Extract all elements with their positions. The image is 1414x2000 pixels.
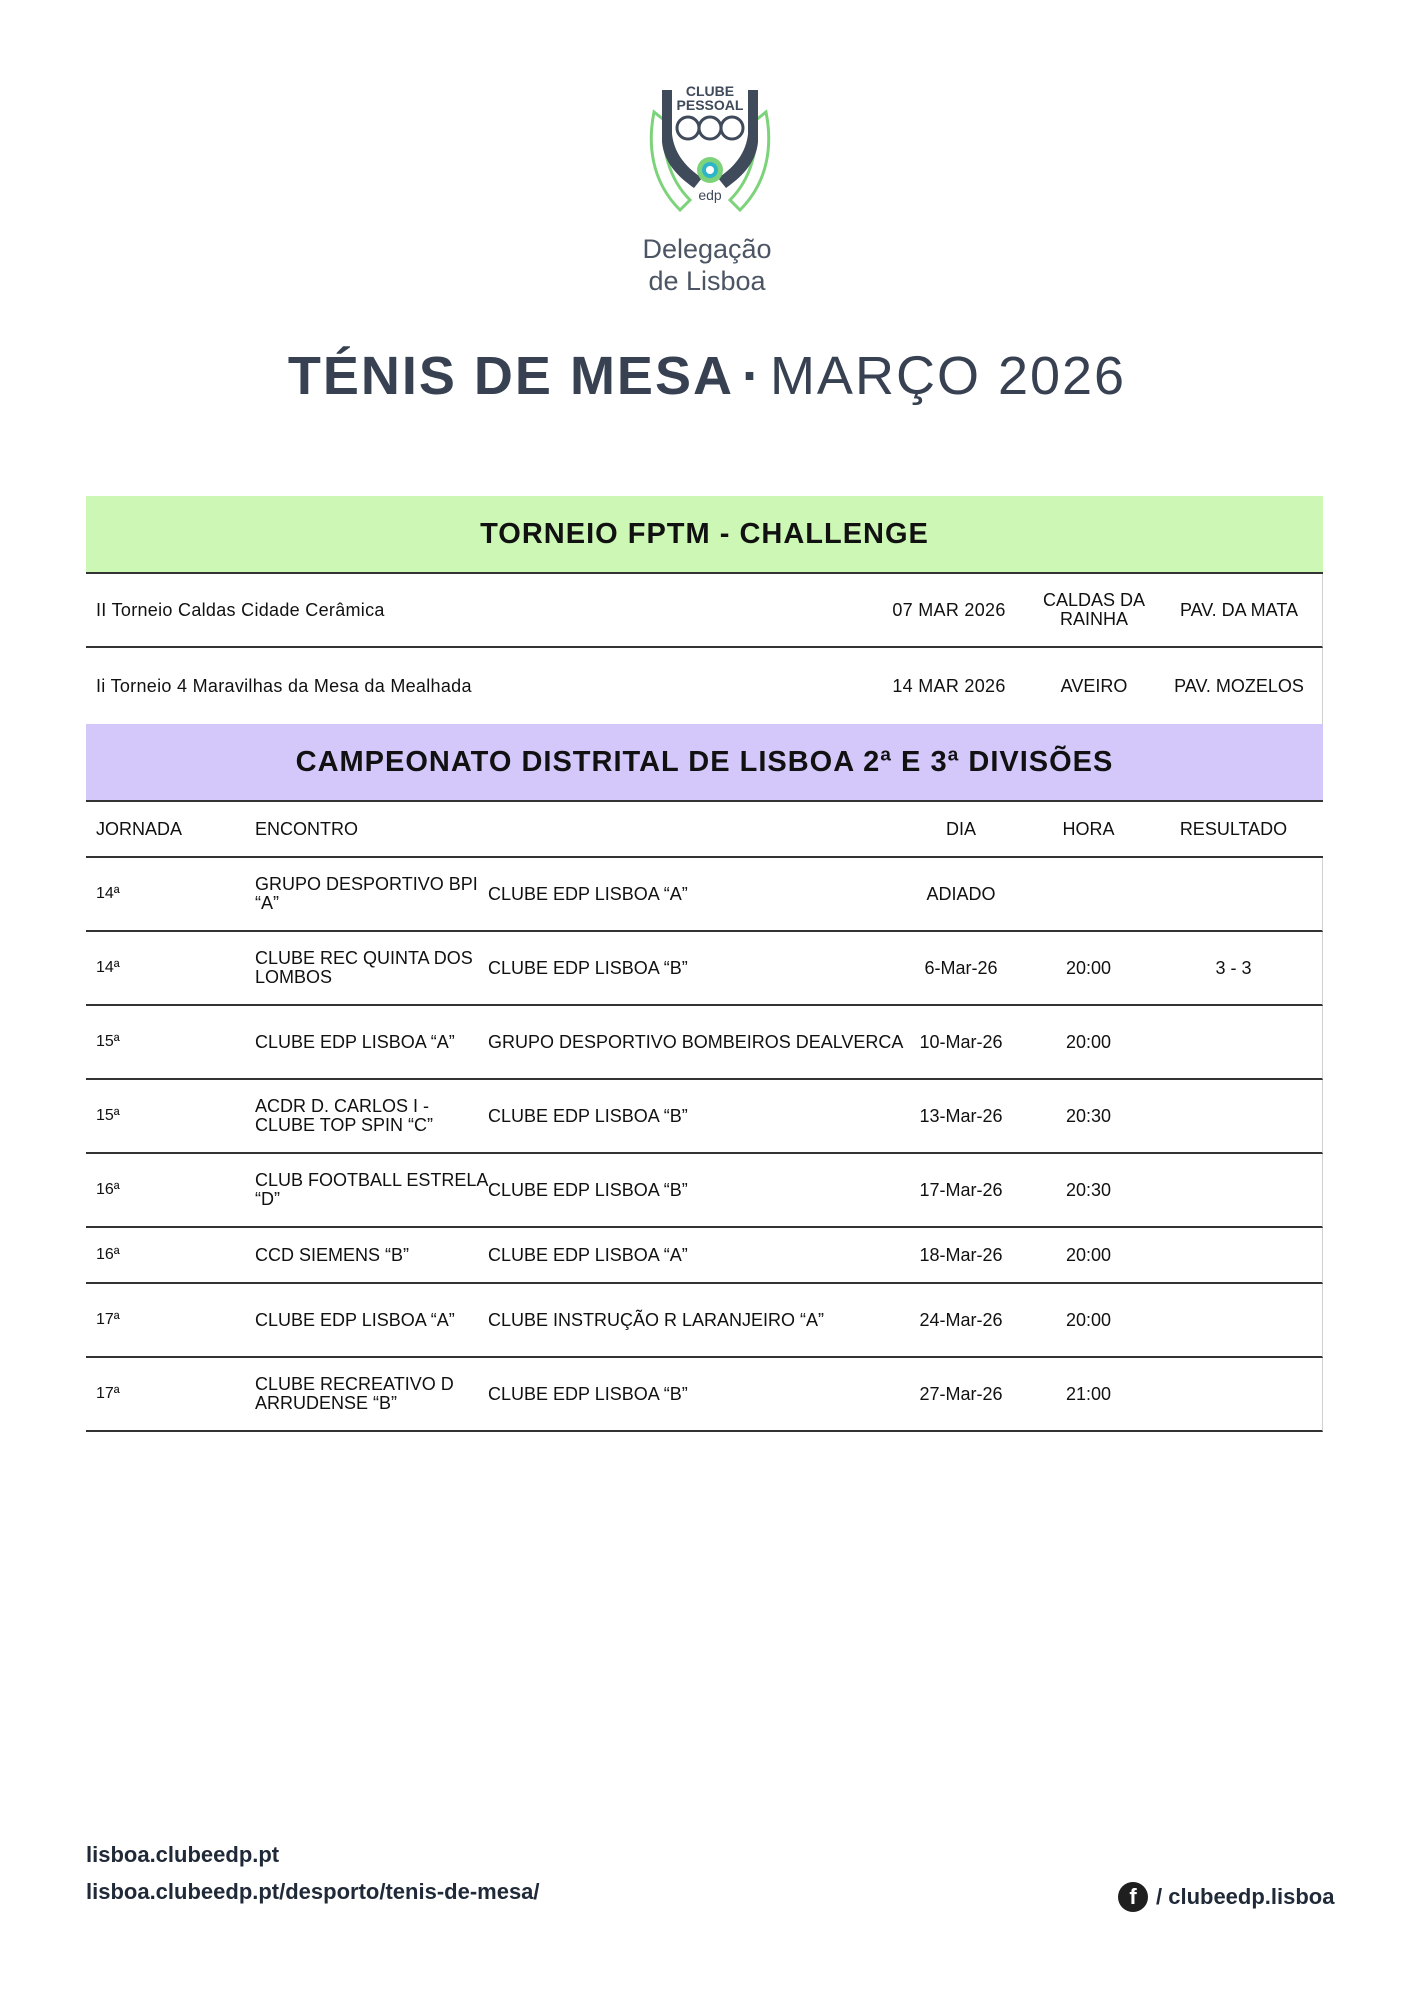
torneio-city: AVEIRO xyxy=(1060,675,1128,696)
table-row xyxy=(86,858,1323,932)
cell-dia: 18-Mar-26 xyxy=(919,1244,1003,1265)
cell-jornada: 16ª xyxy=(96,1246,120,1263)
torneio-name: II Torneio Caldas Cidade Cerâmica xyxy=(96,599,385,620)
cell-hora: 20:00 xyxy=(1065,1031,1112,1052)
facebook-icon: f xyxy=(1118,1882,1148,1912)
page-title xyxy=(0,345,1414,407)
torneio-venue: PAV. MOZELOS xyxy=(1174,675,1304,696)
cell-dia: 6-Mar-26 xyxy=(924,957,998,978)
cell-away: GRUPO DESPORTIVO BOMBEIROS DEALVERCA xyxy=(488,1031,904,1052)
cell-jornada: 17ª xyxy=(96,1311,120,1328)
title-separator: · xyxy=(741,346,762,406)
cell-hora: 20:30 xyxy=(1065,1179,1112,1200)
cell-dia: ADIADO xyxy=(926,883,996,904)
col-jornada: JORNADA xyxy=(96,818,183,839)
col-hora: HORA xyxy=(1062,818,1115,839)
site-link[interactable]: lisboa.clubeedp.pt xyxy=(86,1842,280,1867)
facebook-handle[interactable] xyxy=(1118,1882,1334,1912)
cell-away: CLUBE EDP LISBOA “B” xyxy=(488,957,688,978)
cell-jornada: 15ª xyxy=(96,1033,120,1050)
cell-home: GRUPO DESPORTIVO BPI “A” xyxy=(255,874,478,913)
cell-jornada: 16ª xyxy=(96,1181,120,1198)
cell-away: CLUBE EDP LISBOA “B” xyxy=(488,1179,688,1200)
footer-links xyxy=(86,1842,540,1916)
delegacao-line2: de Lisboa xyxy=(648,266,766,296)
cell-jornada: 15ª xyxy=(96,1107,120,1124)
torneio-date: 14 MAR 2026 xyxy=(892,675,1006,696)
cell-hora: 20:00 xyxy=(1065,1244,1112,1265)
cell-home: CCD SIEMENS “B” xyxy=(255,1244,410,1265)
torneio-venue: PAV. DA MATA xyxy=(1179,599,1299,620)
table-row xyxy=(86,1080,1323,1154)
cell-away: CLUBE EDP LISBOA “A” xyxy=(488,1244,688,1265)
cell-hora: 20:00 xyxy=(1065,1309,1112,1330)
clube-edp-logo xyxy=(640,82,780,222)
torneio-row xyxy=(86,574,1323,648)
cell-jornada: 17ª xyxy=(96,1385,120,1402)
cell-dia: 10-Mar-26 xyxy=(919,1031,1003,1052)
cell-resultado: 3 - 3 xyxy=(1215,957,1252,978)
cell-away: CLUBE INSTRUÇÃO R LARANJEIRO “A” xyxy=(488,1309,825,1330)
cell-home: CLUBE REC QUINTA DOS LOMBOS xyxy=(255,948,473,987)
table-row xyxy=(86,1284,1323,1358)
torneio-city: CALDAS DA RAINHA xyxy=(1042,590,1146,629)
delegacao-line1: Delegação xyxy=(642,234,772,264)
col-encontro: ENCONTRO xyxy=(255,818,358,839)
cell-hora: 20:30 xyxy=(1065,1105,1112,1126)
cell-dia: 24-Mar-26 xyxy=(919,1309,1003,1330)
title-month: MARÇO 2026 xyxy=(769,346,1127,406)
delegacao-label xyxy=(557,233,857,297)
cell-dia: 17-Mar-26 xyxy=(919,1179,1003,1200)
cell-home: CLUBE EDP LISBOA “A” xyxy=(255,1309,455,1330)
torneio-row xyxy=(86,648,1323,724)
title-sport: TÉNIS DE MESA xyxy=(287,346,734,406)
distrital-heading: CAMPEONATO DISTRITAL DE LISBOA 2ª E 3ª DIVISÕES xyxy=(86,724,1323,802)
distrital-header-row xyxy=(86,802,1323,858)
table-row xyxy=(86,1154,1323,1228)
cell-jornada: 14ª xyxy=(96,885,120,902)
cell-away: CLUBE EDP LISBOA “B” xyxy=(488,1105,688,1126)
torneio-name: Ii Torneio 4 Maravilhas da Mesa da Mealhada xyxy=(96,675,472,696)
facebook-handle-text: / clubeedp.lisboa xyxy=(1156,1884,1335,1909)
schedule-table xyxy=(86,496,1323,1432)
cell-hora: 21:00 xyxy=(1065,1383,1112,1404)
logo-line1: CLUBE xyxy=(685,83,735,99)
table-row xyxy=(86,1358,1323,1432)
cell-jornada: 14ª xyxy=(96,959,120,976)
cell-home: ACDR D. CARLOS I - CLUBE TOP SPIN “C” xyxy=(255,1096,434,1135)
cell-home: CLUB FOOTBALL ESTRELA “D” xyxy=(255,1170,488,1209)
col-dia: DIA xyxy=(945,818,976,839)
cell-away: CLUBE EDP LISBOA “A” xyxy=(488,883,688,904)
torneio-date: 07 MAR 2026 xyxy=(892,599,1006,620)
table-row xyxy=(86,1228,1323,1284)
cell-away: CLUBE EDP LISBOA “B” xyxy=(488,1383,688,1404)
cell-dia: 27-Mar-26 xyxy=(919,1383,1003,1404)
col-resultado: RESULTADO xyxy=(1179,818,1288,839)
cell-home: CLUBE EDP LISBOA “A” xyxy=(255,1031,455,1052)
cell-dia: 13-Mar-26 xyxy=(919,1105,1003,1126)
tenis-page-link[interactable]: lisboa.clubeedp.pt/desporto/tenis-de-mesa/ xyxy=(86,1879,540,1904)
cell-home: CLUBE RECREATIVO D ARRUDENSE “B” xyxy=(255,1374,454,1413)
table-row xyxy=(86,932,1323,1006)
logo-line2: PESSOAL xyxy=(676,97,744,113)
cell-hora: 20:00 xyxy=(1065,957,1112,978)
logo-brand: edp xyxy=(698,187,722,203)
torneio-heading: TORNEIO FPTM - CHALLENGE xyxy=(86,496,1323,574)
table-row xyxy=(86,1006,1323,1080)
